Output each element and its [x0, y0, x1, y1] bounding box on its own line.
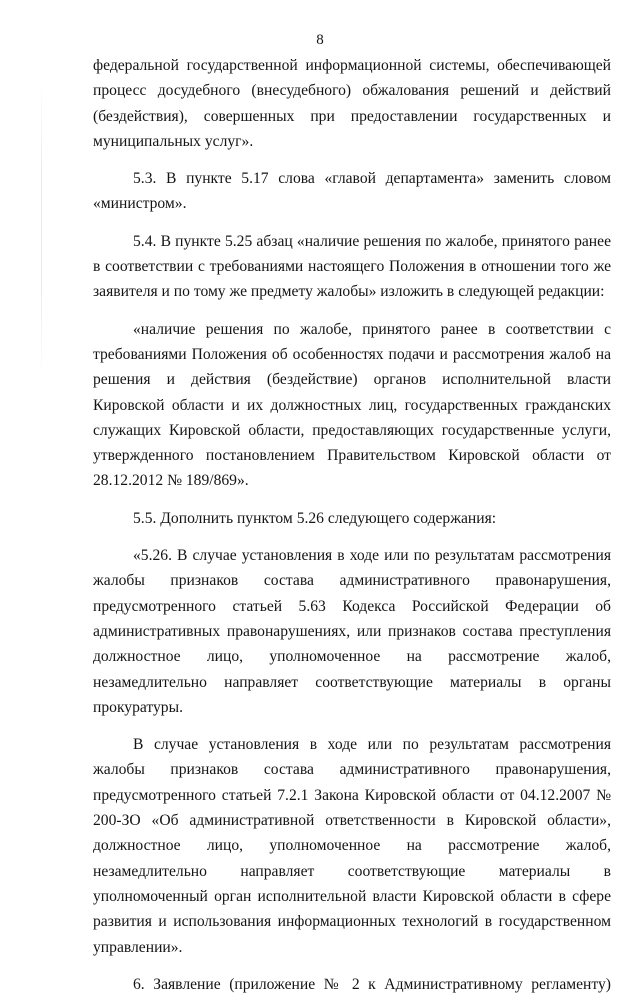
paragraph-5-5: 5.5. Дополнить пунктом 5.26 следующего содержания:: [133, 509, 497, 527]
page-number: 8: [316, 32, 324, 48]
paragraph-5-26: «5.26. В случае установления в ходе или по результатам рассмотрения жалобы признаков состава административного правонарушения, предусмотренного статьей 5.63 Кодекса Российской Федерации об административных правонарушениях, или признаков состава преступления должностное лицо, уполномоченное на рассмотрение жалоб, незамедлительно направляет соответствующие материалы в органы прокуратуры.: [93, 547, 611, 716]
paragraph-5-4: 5.4. В пункте 5.25 абзац «наличие решения по жалобе, принятого ранее в соответствии с требованиями настоящего Положения в отношении того же заявителя и по тому же предмету жалобы» изложить в следующей редакции:: [93, 232, 611, 301]
document-body: [93, 53, 611, 997]
paragraph-5-26-second: В случае установления в ходе или по результатам рассмотрения жалобы признаков состава административного правонарушения, предусмотренного статьей 7.2.1 Закона Кировской области от 04.12.2007 № 200-ЗО «Об административной ответственности в Кировской области», должностное лицо, уполномоченное на рассмотрение жалоб, незамедлительно направляет соответствующие материалы в уполномоченный орган исполнительной власти Кировской области в сфере развития и использования информационных технологий в государственном управлении».: [93, 736, 611, 956]
paragraph-5-25-new-text: «наличие решения по жалобе, принятого ранее в соответствии с требованиями Положения об особенностях подачи и рассмотрения жалоб на решения и действия (бездействие) органов исполнительной власти Кировской области и их должностных лиц, государственных гражданских служащих Кировской области, предоставляющих государственные услуги, утвержденного постановлением Правительством Кировской области от 28.12.2012 № 189/869».: [93, 320, 611, 490]
paragraph-6: 6. Заявление (приложение № 2 к Административному регламенту): [133, 975, 611, 993]
paragraph-continuation: федеральной государственной информационной системы, обеспечивающей процесс досудебного (внесудебного) обжалования решений и действий (бездействия), совершенных при предоставлении государственных и муниципальных услуг».: [93, 57, 611, 150]
scan-margin-line: [41, 80, 42, 380]
paragraph-5-3: 5.3. В пункте 5.17 слова «главой департамента» заменить словом «министром».: [93, 170, 611, 213]
